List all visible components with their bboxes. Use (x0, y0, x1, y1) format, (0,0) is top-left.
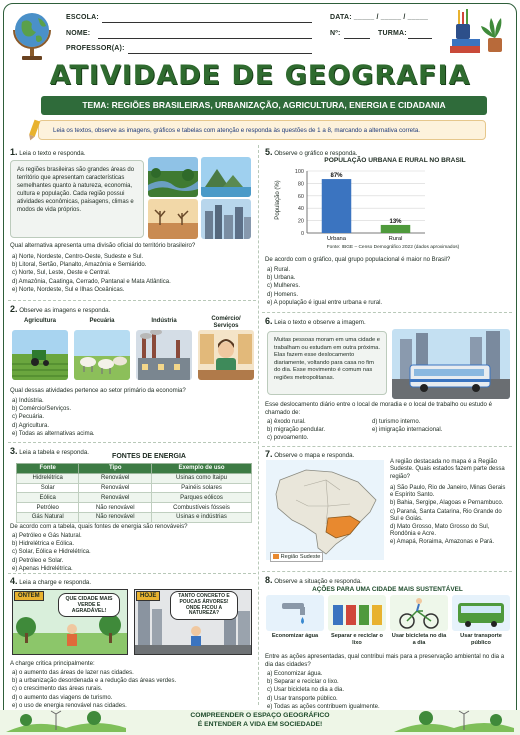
q1-option-c[interactable]: c) Norte, Sul, Leste, Oeste e Central. (12, 270, 111, 277)
data-label[interactable]: DATA: _____ / _____ / _____ (330, 14, 429, 21)
q5-options (267, 266, 510, 307)
q7-option-b[interactable]: b) Bahia, Sergipe, Alagoas e Pernambuco. (390, 500, 504, 507)
cell: Petróleo (17, 503, 79, 513)
action-reciclar: Separar e reciclar o lixo (331, 633, 383, 646)
q3-option-e[interactable]: e) Apenas Hidrelétrica. (12, 565, 73, 572)
pencil-icon (26, 118, 42, 142)
q3-question: De acordo com a tabela, quais fontes de energia são renováveis? (10, 523, 188, 530)
escola-label: ESCOLA: (66, 14, 99, 21)
caatinga-image (148, 199, 198, 239)
question-7 (265, 449, 510, 459)
q1-option-a[interactable]: a) Norte, Nordeste, Centro-Oeste, Sudeste e Sul. (12, 254, 144, 260)
q5-number: 5. (265, 147, 273, 157)
q7-options (390, 485, 510, 547)
q1-separator (8, 300, 256, 301)
q3-number: 3. (10, 446, 18, 456)
q5-option-a[interactable]: a) Rural. (267, 267, 291, 273)
cell: Parques eólicos (152, 493, 252, 503)
q6-options-right (372, 418, 502, 434)
bubble-now: TANTO CONCRETO E POUCAS ÁRVORES! ONDE FICOU A NATUREZA? (170, 591, 238, 620)
q6-text-box (267, 331, 387, 395)
q6-question: Esse deslocamento diário entre o local de moradia e o local de trabalho ou estudo é chamado de: (265, 401, 492, 416)
cell: Eólica (17, 493, 79, 503)
q6-heading: Leia o texto e observe a imagem. (274, 319, 366, 326)
q6-option-d[interactable]: d) turismo interno. (372, 419, 421, 425)
cell: Solar (17, 483, 79, 493)
question-2 (10, 304, 255, 314)
q5-heading: Observe o gráfico e responda. (274, 150, 358, 157)
y-tick-label: 0 (300, 231, 304, 237)
q5-option-d[interactable]: d) Homens. (267, 291, 299, 298)
q3-option-a[interactable]: a) Petróleo e Gás Natural. (12, 533, 82, 539)
q7-question: A região destacada no mapa é a Região Sudeste. Quais estados fazem parte dessa região? (390, 459, 505, 480)
nome-label: NOME: (66, 30, 91, 37)
q2-images (12, 318, 254, 384)
q2-option-c[interactable]: c) Pecuária. (12, 414, 45, 421)
q2-options (12, 397, 255, 438)
q2-number: 2. (10, 304, 18, 314)
population-bar-chart (265, 157, 515, 253)
turma-field[interactable] (408, 38, 432, 39)
action-economizar: Economizar água (271, 633, 319, 639)
amazon-river-image (148, 157, 198, 197)
footer-message (110, 712, 410, 729)
q4-option-e[interactable]: e) o uso de energia renovável nas cidades. (12, 702, 127, 709)
col-exemplo: Exemplo de uso (152, 464, 252, 474)
q1-heading: Leia o texto e responda. (19, 150, 86, 157)
q6-number: 6. (265, 316, 273, 326)
numero-field[interactable] (344, 38, 370, 39)
question-5 (265, 147, 510, 157)
question-1 (10, 147, 255, 157)
label-agricultura: Agricultura (23, 318, 56, 324)
q7-separator (262, 571, 512, 572)
page-title: ATIVIDADE DE GEOGRAFIA (49, 60, 471, 91)
q3-table-wrap (16, 463, 252, 523)
question-8 (265, 575, 510, 585)
instructions-box (38, 120, 486, 140)
nome-field[interactable] (98, 38, 312, 39)
q4-option-c[interactable]: c) o crescimento das áreas rurais. (12, 686, 103, 693)
cell: Renovável (79, 483, 152, 493)
escola-field[interactable] (102, 22, 312, 23)
professor-field[interactable] (128, 53, 312, 54)
question-6 (265, 316, 510, 326)
q6-text: Muitas pessoas moram em uma cidade e trabalham ou estudam em outra próxima. Elas fazem esse deslocamento diariamente, voltando para casa no fim do dia. Esse movimento é comum nas regiões metropolitanas. (274, 337, 381, 381)
q3-separator (8, 573, 256, 574)
q5-question: De acordo com o gráfico, qual grupo populacional é maior no Brasil? (265, 256, 451, 263)
chart-source: Fonte: IBGE – Censo Demográfico 2022 (dados aproximados) (326, 245, 460, 250)
cell: Renovável (79, 493, 152, 503)
y-tick-label: 20 (297, 218, 304, 225)
q4-cartoon (12, 589, 252, 655)
cell: Gás Natural (17, 512, 79, 522)
shop-clerk-image (198, 330, 254, 380)
q2-option-e[interactable]: e) Todas as alternativas acima. (12, 430, 95, 437)
table-row (17, 503, 252, 513)
q2-question: Qual dessas atividades pertence ao setor primário da economia? (10, 387, 186, 394)
label-industria: Indústria (151, 318, 177, 324)
table-row (17, 512, 252, 522)
data-label: 87% (330, 173, 343, 180)
faucet-image (266, 595, 324, 631)
cell: Não renovável (79, 512, 152, 522)
factory-image (136, 330, 192, 380)
q2-heading: Observe as imagens e responda. (19, 307, 111, 314)
q8-question: Entre as ações apresentadas, qual contribui mais para a preservação ambiental no dia a dia das cidades? (265, 653, 505, 668)
bubble-then: QUE CIDADE MAIS VERDE E AGRADÁVEL! (58, 593, 120, 617)
column-divider (258, 145, 259, 705)
q7-option-a[interactable]: a) São Paulo, Rio de Janeiro, Minas Gerais e Espírito Santo. (390, 485, 506, 499)
x-tick-label: Urbana (326, 236, 347, 242)
cattle-image (74, 330, 130, 380)
q1-number: 1. (10, 147, 18, 157)
q8-title: AÇÕES PARA UMA CIDADE MAIS SUSTENTÁVEL (312, 586, 463, 593)
q8-options (267, 670, 510, 711)
q7-option-c[interactable]: c) Paraná, Santa Catarina, Rio Grande do Sul e Goiás. (390, 508, 502, 522)
q2-separator (8, 442, 256, 443)
professor-label: PROFESSOR(A): (66, 45, 125, 52)
q1-text: As regiões brasileiras são grandes áreas do território que apresentam características semelhantes quanto à natureza, economia, cultura e população. Cada região possui atividades econômicas, paisagens, climas e modos de vida próprios. (17, 167, 135, 213)
q2-option-a[interactable]: a) Indústria. (12, 398, 44, 404)
q1-text-box (10, 160, 144, 238)
q1-option-b[interactable]: b) Litoral, Sertão, Planalto, Amazônia e Semiárido. (12, 262, 147, 269)
q7-number: 7. (265, 449, 273, 459)
y-tick-label: 60 (297, 193, 304, 200)
q4-heading: Leia a charge e responda. (19, 579, 92, 586)
chart-title: POPULAÇÃO URBANA E RURAL NO BRASIL (324, 157, 466, 164)
q8-option-b[interactable]: b) Separar e reciclar o lixo. (267, 679, 339, 686)
table-row (17, 483, 252, 493)
legend-label: Região Sudeste (280, 554, 321, 560)
q6-separator (262, 446, 512, 447)
q1-options (12, 253, 255, 294)
q8-option-a[interactable]: a) Economizar água. (267, 671, 323, 677)
q4-option-b[interactable]: b) a urbanização desordenada e a redução das áreas verdes. (12, 678, 177, 685)
cell: Renovável (79, 473, 152, 483)
q2-option-b[interactable]: b) Comércio/Serviços. (12, 406, 72, 413)
q3-heading: Leia a tabela e responda. (19, 449, 90, 456)
bar-rural (381, 225, 411, 233)
table-row (17, 473, 252, 483)
q5-option-c[interactable]: c) Mulheres. (267, 283, 301, 290)
q5-option-e[interactable]: e) A população é igual entre urbana e rural. (267, 299, 383, 306)
label-hoje: HOJE (136, 591, 160, 601)
q8-option-c[interactable]: c) Usar bicicleta no dia a dia. (267, 687, 345, 694)
theme-banner: TEMA: REGIÕES BRASILEIRAS, URBANIZAÇÃO, AGRICULTURA, ENERGIA E CIDADANIA (41, 96, 487, 115)
recycle-bins-image (328, 595, 386, 631)
q2-option-d[interactable]: d) Agricultura. (12, 422, 50, 429)
q5-separator (262, 312, 512, 313)
q6-option-c[interactable]: c) povoamento. (267, 435, 309, 442)
q3-option-b[interactable]: b) Hidrelétrica e Eólica. (12, 541, 75, 548)
cell: Não renovável (79, 503, 152, 513)
q4-question: A charge critica principalmente: (10, 660, 95, 667)
q3-table-title: FONTES DE ENERGIA (112, 453, 186, 460)
bar-urbana (322, 179, 352, 233)
books-plant-icon (448, 6, 512, 58)
q1-question: Qual alternativa apresenta uma divisão oficial do território brasileiro? (10, 242, 196, 249)
tractor-field-image (12, 330, 68, 380)
q5-option-b[interactable]: b) Urbana. (267, 275, 296, 282)
city-skyline-image (201, 199, 251, 239)
bus-image (452, 595, 510, 631)
q7-option-e[interactable]: e) Amapá, Roraima, Amazonas e Pará. (390, 539, 495, 546)
q3-options (12, 532, 255, 573)
legend-swatch (273, 554, 279, 559)
y-tick-label: 40 (297, 206, 304, 213)
q6-option-b[interactable]: b) migração pendular. (267, 427, 326, 434)
instructions-text: Leia os textos, observe as imagens, gráficos e tabelas com atenção e responda às questões de 1 a 8, marcando a alternativa correta. (53, 127, 420, 134)
student-header (62, 10, 462, 58)
q4-option-a[interactable]: a) o aumento das áreas de lazer nas cidades. (12, 670, 134, 676)
turma-label: TURMA: (378, 30, 407, 37)
brazil-map (266, 460, 384, 560)
q8-actions (266, 595, 510, 651)
q8-option-d[interactable]: d) Usar transporte público. (267, 695, 338, 702)
globe-icon (8, 8, 56, 64)
q1-option-d[interactable]: d) Amazônia, Caatinga, Cerrado, Pantanal e Mata Atlântica. (12, 278, 171, 285)
label-pecuaria: Pecuária (89, 318, 115, 324)
label-ontem: ONTEM (14, 591, 44, 601)
q4-number: 4. (10, 576, 18, 586)
question-4 (10, 576, 255, 586)
label-comercio: Comércio/ Serviços (211, 316, 241, 329)
q6-options-left (267, 418, 367, 443)
bicycle-image (390, 595, 448, 631)
y-tick-label: 100 (294, 169, 304, 175)
col-tipo: Tipo (79, 464, 152, 474)
numero-label: Nº: (330, 30, 341, 37)
q8-option-e[interactable]: e) Todas as ações contribuem igualmente. (267, 703, 380, 710)
cell: Usinas e indústrias (152, 512, 252, 522)
action-transporte: Usar transporte público (460, 633, 502, 646)
beach-mountain-image (201, 157, 251, 197)
footer-line-2: É ENTENDER A VIDA EM SOCIEDADE! (197, 720, 323, 728)
q8-heading: Observe a situação e responda. (274, 578, 362, 585)
y-tick-label: 80 (297, 181, 304, 188)
cell: Combustíveis fósseis (152, 503, 252, 513)
table-row (17, 493, 252, 503)
city-bus-image (392, 329, 510, 399)
footer-line-1: COMPREENDER O ESPAÇO GEOGRÁFICO (190, 712, 330, 719)
q6-option-a[interactable]: a) êxodo rural. (267, 419, 306, 425)
map-legend (270, 552, 323, 562)
energy-table (16, 463, 252, 523)
q7-heading: Observe o mapa e responda. (274, 452, 355, 459)
q5-chart (265, 157, 515, 253)
q8-number: 8. (265, 575, 273, 585)
col-fonte: Fonte (17, 464, 79, 474)
data-label: 13% (389, 218, 402, 225)
action-bicicleta: Usar bicicleta no dia a dia (391, 633, 447, 646)
q3-option-d[interactable]: d) Petróleo e Solar. (12, 557, 64, 564)
q3-option-c[interactable]: c) Solar, Eólica e Hidrelétrica. (12, 549, 91, 556)
cell: Hidrelétrica (17, 473, 79, 483)
q1-option-e[interactable]: e) Norte, Nordeste, Sul e Ilhas Oceânicas. (12, 286, 125, 293)
q7-option-d[interactable]: d) Mato Grosso, Mato Grosso do Sul, Rondônia e Acre. (390, 524, 490, 538)
q4-option-d[interactable]: d) o aumento das viagens de turismo. (12, 694, 113, 701)
q4-options (12, 669, 255, 710)
x-tick-label: Rural (388, 236, 403, 242)
cell: Painéis solares (152, 483, 252, 493)
q6-option-e[interactable]: e) imigração internacional. (372, 427, 443, 434)
cell: Usinas como Itaipu (152, 473, 252, 483)
chart-ylabel: População (%) (275, 180, 281, 220)
